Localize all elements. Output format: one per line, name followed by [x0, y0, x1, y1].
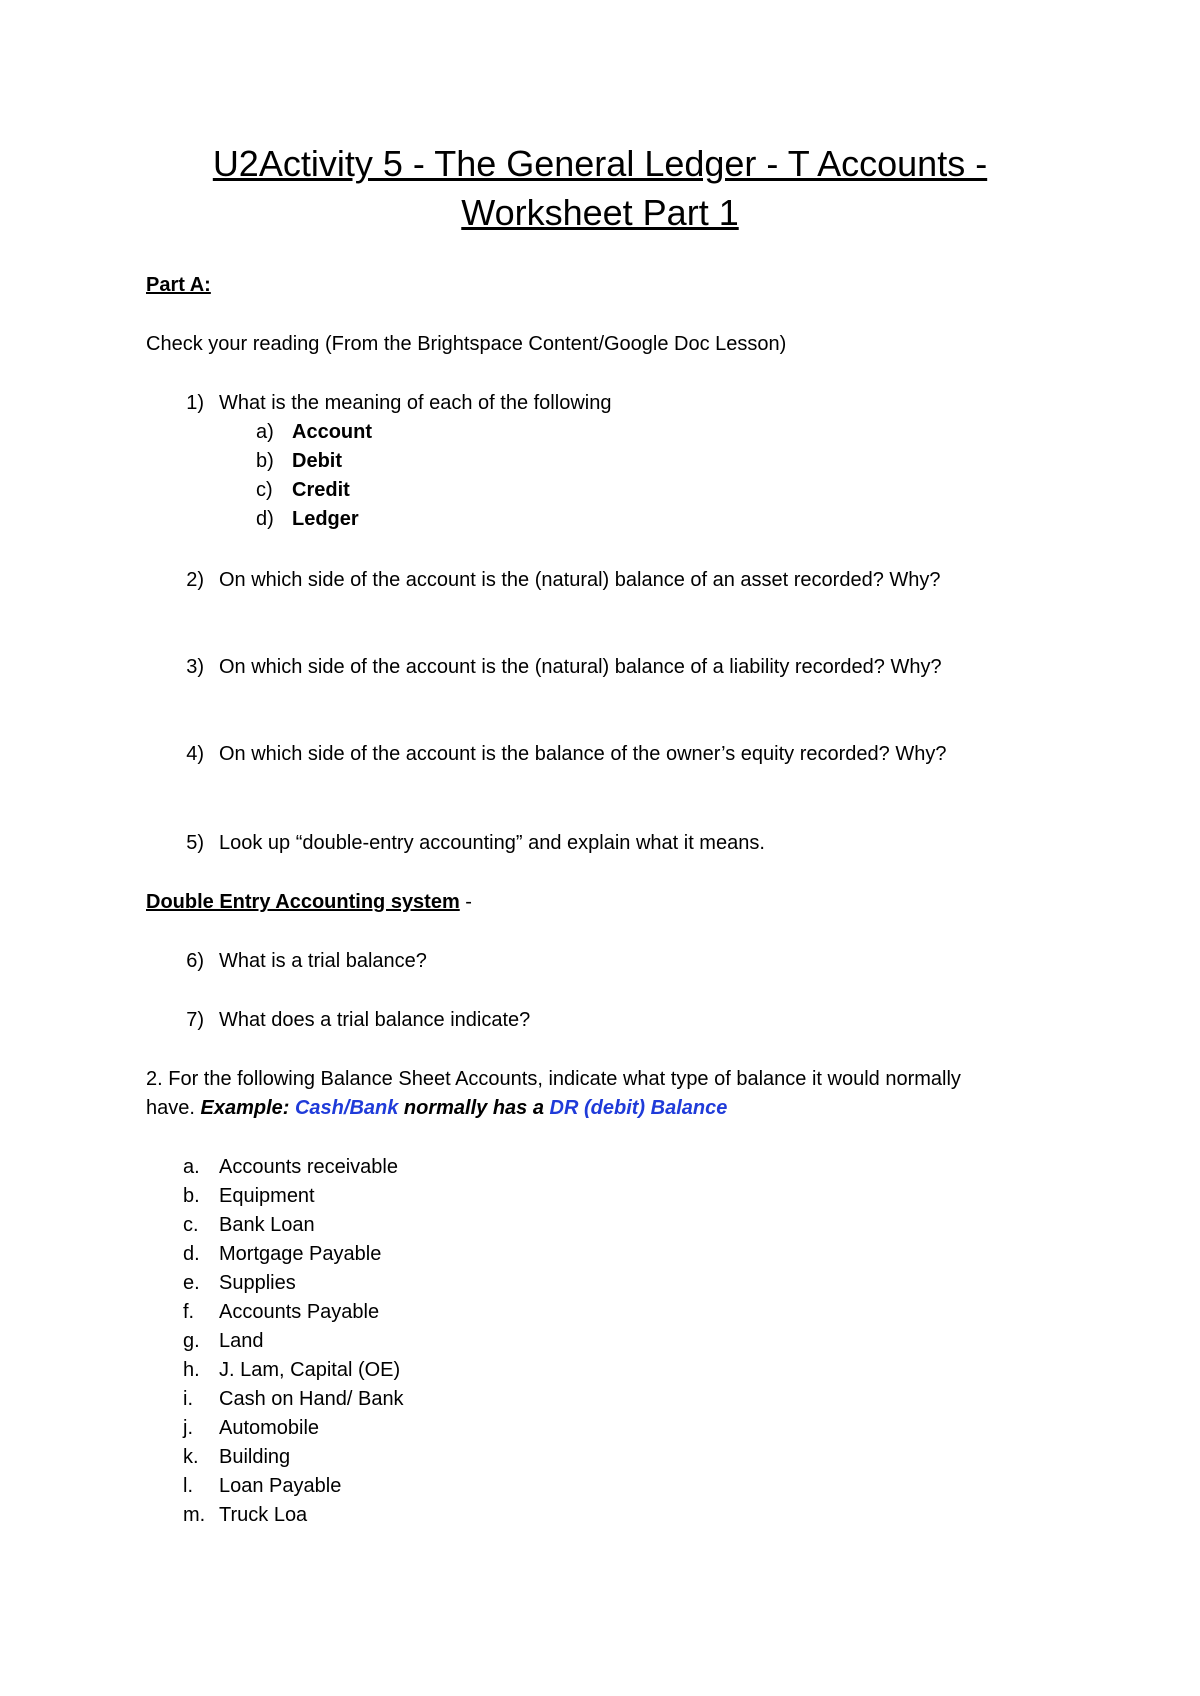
question-text: On which side of the account is the (natural) balance of an asset recorded? Why? — [219, 569, 941, 591]
term-letter: c) — [256, 479, 273, 501]
account-letter: g. — [183, 1330, 200, 1352]
account-letter: c. — [183, 1214, 199, 1236]
account-item: Building — [219, 1446, 291, 1468]
account-letter: m. — [183, 1504, 206, 1526]
example-cash: Cash/Bank — [294, 1097, 399, 1119]
account-item: Accounts Payable — [219, 1301, 380, 1323]
question-text: On which side of the account is the balance of the owner’s equity recorded? Why? — [219, 743, 947, 765]
part-a-intro: Check your reading (From the Brightspace Content/Google Doc Lesson) — [146, 333, 787, 355]
question-text: Look up “double-entry accounting” and explain what it means. — [219, 832, 765, 854]
part-a-heading: Part A: — [146, 274, 211, 296]
account-letter: a. — [183, 1156, 200, 1178]
account-item: Truck Loa — [219, 1504, 308, 1526]
section-2-line2-prefix: have. — [146, 1097, 201, 1119]
page-title-line-1: U2Activity 5 - The General Ledger - T Accounts - — [212, 143, 988, 184]
term-text: Debit — [292, 450, 342, 472]
term-letter: a) — [256, 421, 274, 443]
example-dr: DR (debit) Balance — [549, 1097, 728, 1119]
term-letter: d) — [256, 508, 274, 530]
account-letter: b. — [183, 1185, 200, 1207]
question-number: 3) — [186, 656, 204, 678]
term-text: Account — [292, 421, 372, 443]
term-text: Ledger — [292, 508, 359, 530]
question-number: 5) — [186, 832, 204, 854]
term-letter: b) — [256, 450, 274, 472]
example-label: Example: — [200, 1097, 290, 1119]
question-number: 4) — [186, 743, 204, 765]
account-letter: e. — [183, 1272, 200, 1294]
question-text: What is the meaning of each of the following — [219, 392, 612, 414]
account-item: Automobile — [219, 1417, 320, 1439]
account-letter: k. — [183, 1446, 199, 1468]
account-letter: i. — [183, 1388, 193, 1410]
account-item: Land — [219, 1330, 264, 1352]
question-text: What is a trial balance? — [219, 950, 427, 972]
account-item: Supplies — [219, 1272, 296, 1294]
account-item: Mortgage Payable — [219, 1243, 382, 1265]
account-letter: d. — [183, 1243, 200, 1265]
question-number: 2) — [186, 569, 204, 591]
question-number: 7) — [186, 1009, 204, 1031]
section-2-example-row — [146, 1095, 727, 1121]
question-number: 1) — [186, 392, 204, 414]
section-2-instruction: 2. For the following Balance Sheet Accounts, indicate what type of balance it would normally — [146, 1068, 961, 1090]
account-item: J. Lam, Capital (OE) — [219, 1359, 401, 1381]
account-item: Equipment — [219, 1185, 315, 1207]
question-text: On which side of the account is the (natural) balance of a liability recorded? Why? — [219, 656, 942, 678]
account-letter: l. — [183, 1475, 193, 1497]
account-item: Bank Loan — [219, 1214, 315, 1236]
double-entry-heading-row — [146, 889, 472, 915]
term-text: Credit — [292, 479, 350, 501]
account-letter: h. — [183, 1359, 200, 1381]
double-entry-suffix: - — [459, 891, 472, 913]
account-item: Accounts receivable — [219, 1156, 398, 1178]
example-mid: normally has a — [398, 1097, 550, 1119]
account-item: Cash on Hand/ Bank — [219, 1388, 404, 1410]
question-number: 6) — [186, 950, 204, 972]
account-letter: f. — [183, 1301, 195, 1323]
account-item: Loan Payable — [219, 1475, 342, 1497]
account-letter: j. — [183, 1417, 193, 1439]
page-title-line-2: Worksheet Part 1 — [461, 192, 739, 233]
double-entry-heading: Double Entry Accounting system — [146, 891, 460, 913]
question-text: What does a trial balance indicate? — [219, 1009, 531, 1031]
